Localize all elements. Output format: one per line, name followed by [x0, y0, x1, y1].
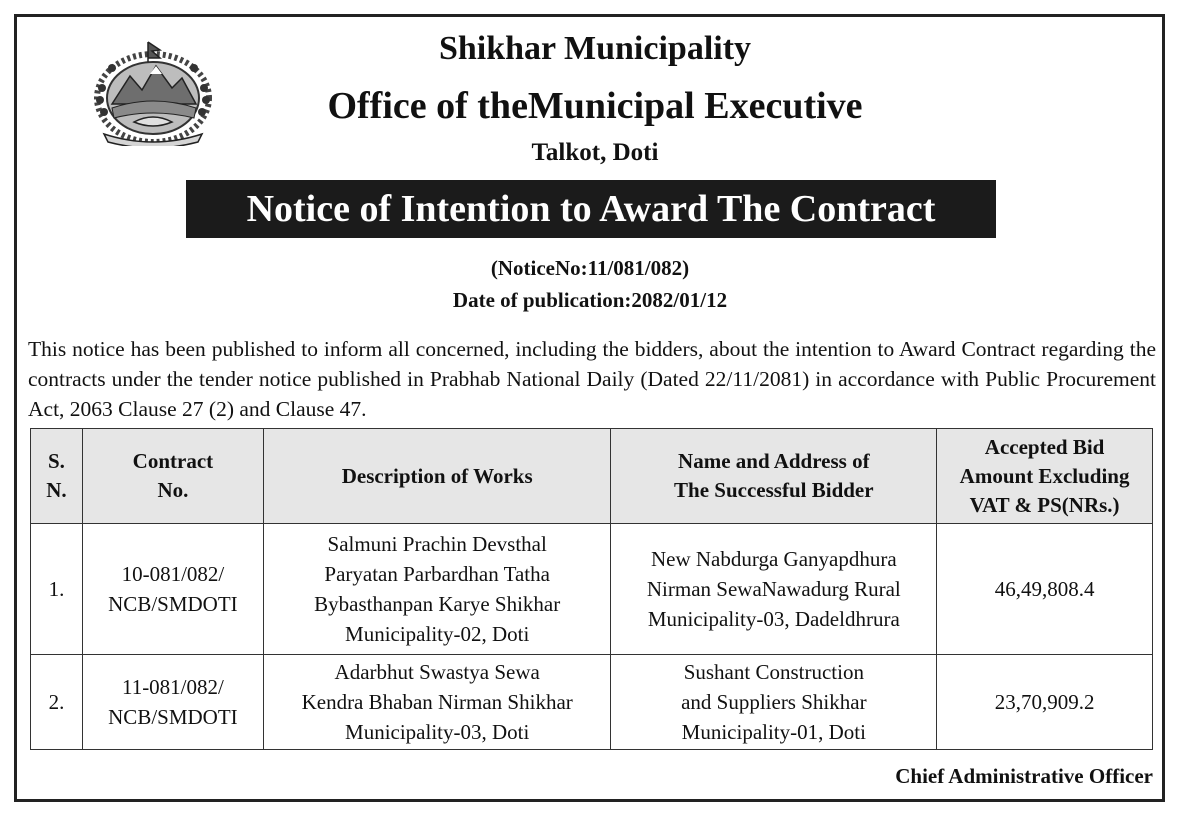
- notice-number: (NoticeNo:11/081/082): [490, 256, 690, 280]
- column-header-description: Description of Works: [263, 429, 611, 524]
- cell-description: Adarbhut Swastya Sewa Kendra Bhaban Nirman Shikhar Municipality-03, Doti: [263, 655, 611, 750]
- municipality-name: Shikhar Municipality: [438, 30, 752, 67]
- table-header-row: [31, 429, 1153, 524]
- signatory-title: Chief Administrative Officer: [895, 764, 1153, 788]
- table-row: [31, 655, 1153, 750]
- cell-contract-no: 11-081/082/ NCB/SMDOTI: [82, 655, 263, 750]
- cell-bidder: Sushant Construction and Suppliers Shikhar Municipality-01, Doti: [611, 655, 937, 750]
- notice-title-banner: [186, 180, 996, 238]
- table-row: [31, 524, 1153, 655]
- cell-sn: 2.: [31, 655, 83, 750]
- award-table: [30, 428, 1153, 750]
- notice-body: This notice has been published to inform all concerned, including the bidders, about the intention to Award Contract regarding the contracts under the tender notice published in Prabhab National Daily (Dated 22/11/2081) in accordance with Public Procurement Act, 2063 Clause 27 (2) and Clause 47.: [28, 337, 1156, 421]
- column-header-sn: S. N.: [31, 429, 83, 524]
- column-header-amount: Accepted Bid Amount Excluding VAT & PS(NRs.): [937, 429, 1153, 524]
- cell-contract-no: 10-081/082/ NCB/SMDOTI: [82, 524, 263, 655]
- cell-amount: 23,70,909.2: [937, 655, 1153, 750]
- cell-sn: 1.: [31, 524, 83, 655]
- cell-amount: 46,49,808.4: [937, 524, 1153, 655]
- cell-bidder: New Nabdurga Ganyapdhura Nirman SewaNawadurg Rural Municipality-03, Dadeldhrura: [611, 524, 937, 655]
- office-location: Talkot, Doti: [531, 139, 659, 166]
- office-name: Office of theMunicipal Executive: [327, 85, 863, 127]
- cell-description: Salmuni Prachin Devsthal Paryatan Parbardhan Tatha Bybasthanpan Karye Shikhar Municipality-02, Doti: [263, 524, 611, 655]
- publication-date: Date of publication:2082/01/12: [452, 288, 728, 312]
- notice-title: Notice of Intention to Award The Contract: [246, 188, 936, 230]
- column-header-contract-no: Contract No.: [82, 429, 263, 524]
- column-header-bidder: Name and Address of The Successful Bidder: [611, 429, 937, 524]
